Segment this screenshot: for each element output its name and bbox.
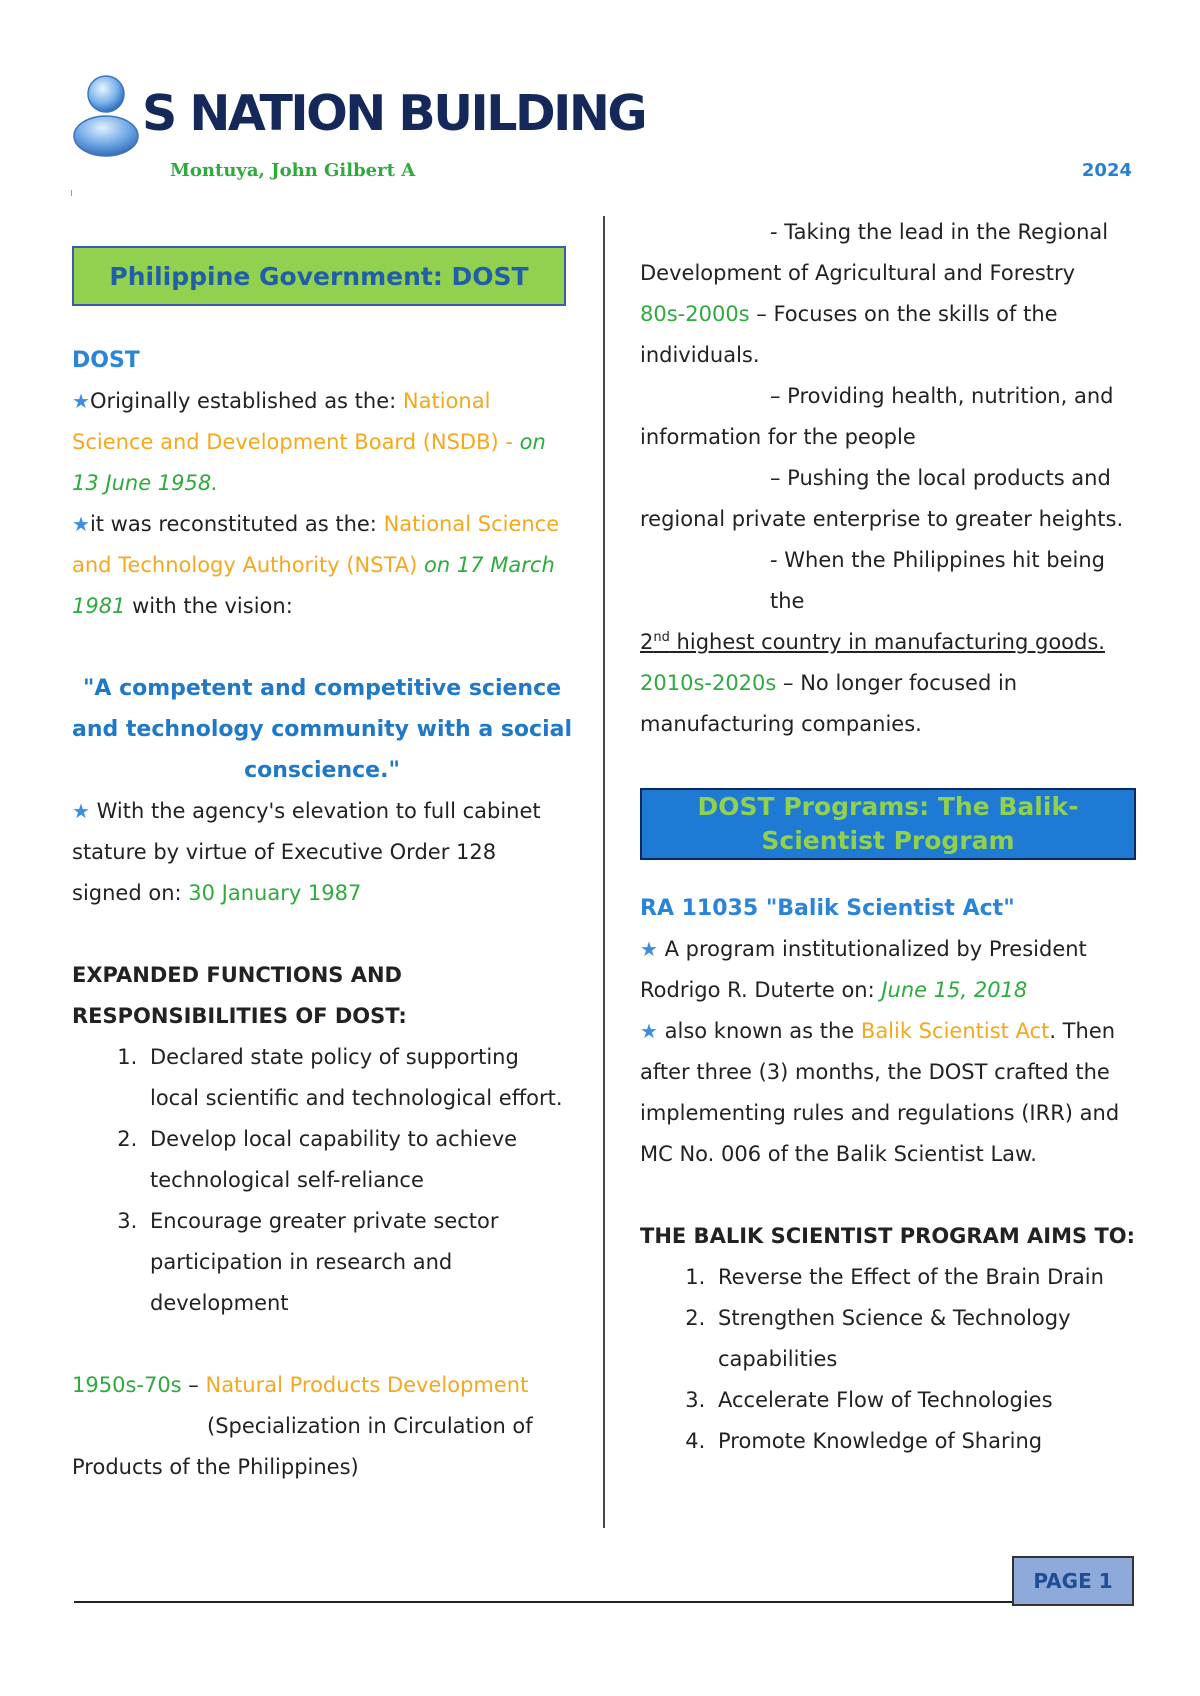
era-bullet-2: – Pushing the local products and [770,466,1111,490]
document-title: S NATION BUILDING [142,85,646,142]
star-icon: ★ [72,799,90,823]
footer-rule [74,1601,1014,1603]
star-icon: ★ [72,512,90,536]
era-80s-2000s [640,294,1140,376]
era-text: – No longer focused in manufacturing companies. [640,671,1018,736]
paragraph-text: highest country in manufacturing goods. [669,630,1105,654]
functions-heading: EXPANDED FUNCTIONS AND RESPONSIBILITIES OF DOST: [72,963,407,1028]
continued-line-2: Development of Agricultural and Forestry [640,261,1076,285]
era-bullet-2-cont: regional private enterprise to greater heights. [640,507,1124,531]
nsta-name: National Science and Technology Authority (NSTA) [72,512,560,577]
era-bullet-1-cont: information for the people [640,425,916,449]
era-bullet-3-cont [640,622,1140,663]
header-tick-mark [71,190,72,196]
balik-paragraph-2 [640,1011,1140,1175]
list-item: 4. Promote Knowledge of Sharing [712,1421,1140,1462]
era-label: 2010s-2020s [640,671,777,695]
section-title-balik: DOST Programs: The Balik-Scientist Program [640,788,1136,860]
dost-paragraph-2 [72,504,572,627]
document-header [70,70,1130,160]
aims-list [640,1257,1140,1462]
list-item: 2. Develop local capability to achieve technological self-reliance [144,1119,572,1201]
list-item: 1. Declared state policy of supporting local scientific and technological effort. [144,1037,572,1119]
star-icon: ★ [640,937,658,961]
functions-list [72,1037,572,1324]
section-title-dost: Philippine Government: DOST [72,246,566,306]
dost-heading: DOST [72,348,140,373]
paragraph-text: also known as the [664,1019,861,1043]
column-divider [603,216,605,1528]
ordinal-number: 2 [640,630,654,654]
era-note-line-2: Products of the Philippines) [72,1455,359,1479]
page-number-badge: PAGE 1 [1012,1556,1134,1606]
paragraph-text: it was reconstituted as the: [89,512,384,536]
vision-quote: "A competent and competitive science and technology community with a social conscience." [72,676,573,783]
dost-paragraph-3 [72,791,572,914]
dost-paragraph-1 [72,381,572,504]
nsdb-name: National Science and Development Board (NSDB) - [72,389,513,454]
cabinet-date: 30 January 1987 [188,881,362,905]
nsdb-date: on 13 June 1958. [72,430,546,495]
era-1950s-70s [72,1365,572,1406]
era-title: Natural Products Development [205,1373,529,1397]
author-name: Montuya, John Gilbert A [170,160,416,181]
user-person-icon [70,72,142,158]
act-date: June 15, 2018 [881,978,1028,1002]
list-item: 1. Reverse the Effect of the Brain Drain [712,1257,1140,1298]
paragraph-text: with the vision: [125,594,293,618]
continued-line-1: - Taking the lead in the Regional [770,220,1109,244]
era-label: 80s-2000s [640,302,750,326]
document-year: 2024 [1081,160,1132,181]
right-column [640,212,1140,1462]
era-bullet-1: – Providing health, nutrition, and [770,384,1114,408]
list-item: 2. Strengthen Science & Technology capabilities [712,1298,1140,1380]
act-name: Balik Scientist Act [860,1019,1050,1043]
era-label: 1950s-70s [72,1373,182,1397]
list-item: 3. Encourage greater private sector participation in research and development [144,1201,572,1324]
ra-heading: RA 11035 "Balik Scientist Act" [640,896,1015,921]
era-dash: – [181,1373,206,1397]
nsta-date: on 17 March 1981 [72,553,555,618]
era-2010s-2020s [640,663,1140,745]
aims-heading: THE BALIK SCIENTIST PROGRAM AIMS TO: [640,1224,1136,1248]
paragraph-text: . Then after three (3) months, the DOST crafted the implementing rules and regulations (IRR) and MC No. 006 of the Balik Scientist Law. [640,1019,1120,1166]
list-item: 3. Accelerate Flow of Technologies [712,1380,1140,1421]
ordinal-suffix: nd [653,630,670,645]
paragraph-text: Originally established as the: [89,389,403,413]
left-column [72,246,572,1488]
star-icon: ★ [640,1019,658,1043]
era-bullet-3: - When the Philippines hit being the [770,548,1105,613]
paragraph-text: With the agency's elevation to full cabinet stature by virtue of Executive Order 128 signed on: [72,799,541,905]
star-icon: ★ [72,389,90,413]
balik-paragraph-1 [640,929,1140,1011]
paragraph-text: A program institutionalized by President Rodrigo R. Duterte on: [640,937,1087,1002]
era-note-line-1: (Specialization in Circulation of [207,1414,533,1438]
era-text: – Focuses on the skills of the individuals. [640,302,1058,367]
